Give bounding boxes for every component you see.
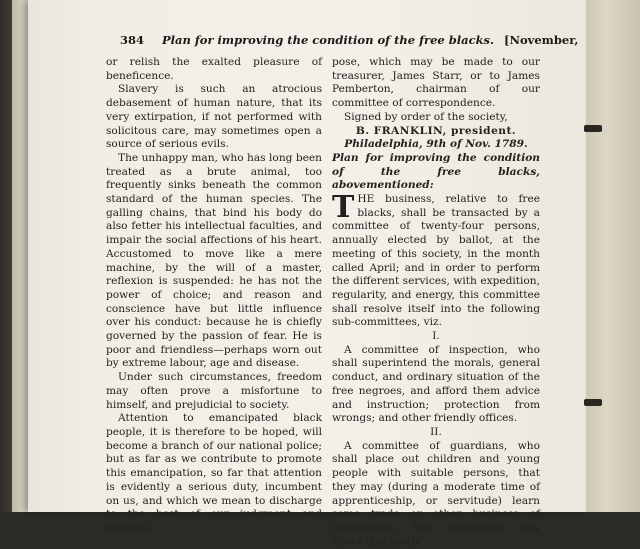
dateline: Philadelphia, 9th of Nov. 1789.	[344, 138, 528, 151]
page-number: 384	[120, 33, 145, 47]
plan-intro-text: HE business, relative to free blacks, shall be transacted by a committee of twenty-four persons, annually elected by ballot, at the meeting of this society, in the month called April; and in order to perform the different services, with expedition, regularity, and energy, this committee shall resolve itself into the following sub-committees, viz.	[332, 193, 540, 329]
plan-intro-paragraph	[332, 190, 540, 330]
running-header	[120, 33, 579, 53]
right-page-edge	[586, 0, 640, 512]
right-column	[332, 56, 540, 548]
header-month: [November,	[504, 33, 579, 47]
running-title: Plan for improving the condition of the free blacks.	[162, 33, 495, 47]
paragraph: A committee of inspection, who shall superintend the morals, general conduct, and ordinary situation of the free negroes, and afford them advice and instruction; protection from wrongs; and other friendly offices.	[332, 343, 540, 425]
section-numeral: II.	[430, 425, 442, 438]
paragraph: Attention to emancipated black people, it is therefore to be hoped, will become a branch of our national police; but as far as we contribute to promote this emancipation, so far that attention is evidently a serious duty, incumbent on us, and which we mean to discharge to the best of our judgment and abilities.	[106, 412, 322, 534]
drop-cap: T	[332, 190, 355, 226]
paragraph: The unhappy man, who has long been treated as a brute animal, too frequently sinks beneath the common standard of the human species. The galling chains, that bind his body do also fetter his intellectual faculties, and impair the social affections of his heart. Accustomed to move like a mere machine, by the will of a master, reflexion is suspended: he has not the power of choice; and reason and conscience have but little influence over his conduct: because he is chiefly governed by the passion of fear. He is poor and friendless—perhaps worn out by extreme labour, age and disease.	[106, 151, 322, 370]
plan-title: Plan for improving the condition of the free blacks, abovementioned:	[332, 151, 540, 192]
paragraph: or relish the exalted pleasure of beneficence.	[106, 56, 322, 82]
section-numeral: I.	[432, 330, 440, 343]
binding-pin-bottom	[584, 399, 602, 406]
binding-pin-top	[584, 125, 602, 132]
paragraph: Under such circumstances, freedom may often prove a misfortune to himself, and prejudicial to society.	[106, 371, 322, 411]
signature: B. FRANKLIN, president.	[355, 124, 517, 137]
paragraph: pose, which may be made to our treasurer, James Starr, or to James Pemberton, chairman of our committee of correspondence.	[332, 56, 540, 110]
paragraph: Slavery is such an atrocious debasement of human nature, that its very extirpation, if not performed with solicitous care, may sometimes open a source of serious evils.	[106, 83, 322, 151]
paragraph: A committee of guardians, who shall place out children and young people with suitable persons, that they may (during a moderate time of apprenticeship, or servitude) learn some trade or other business of subsistence. The committee may effect this partly	[332, 439, 540, 548]
signed-line: Signed by order of the society,	[344, 110, 508, 123]
left-column	[106, 56, 322, 534]
